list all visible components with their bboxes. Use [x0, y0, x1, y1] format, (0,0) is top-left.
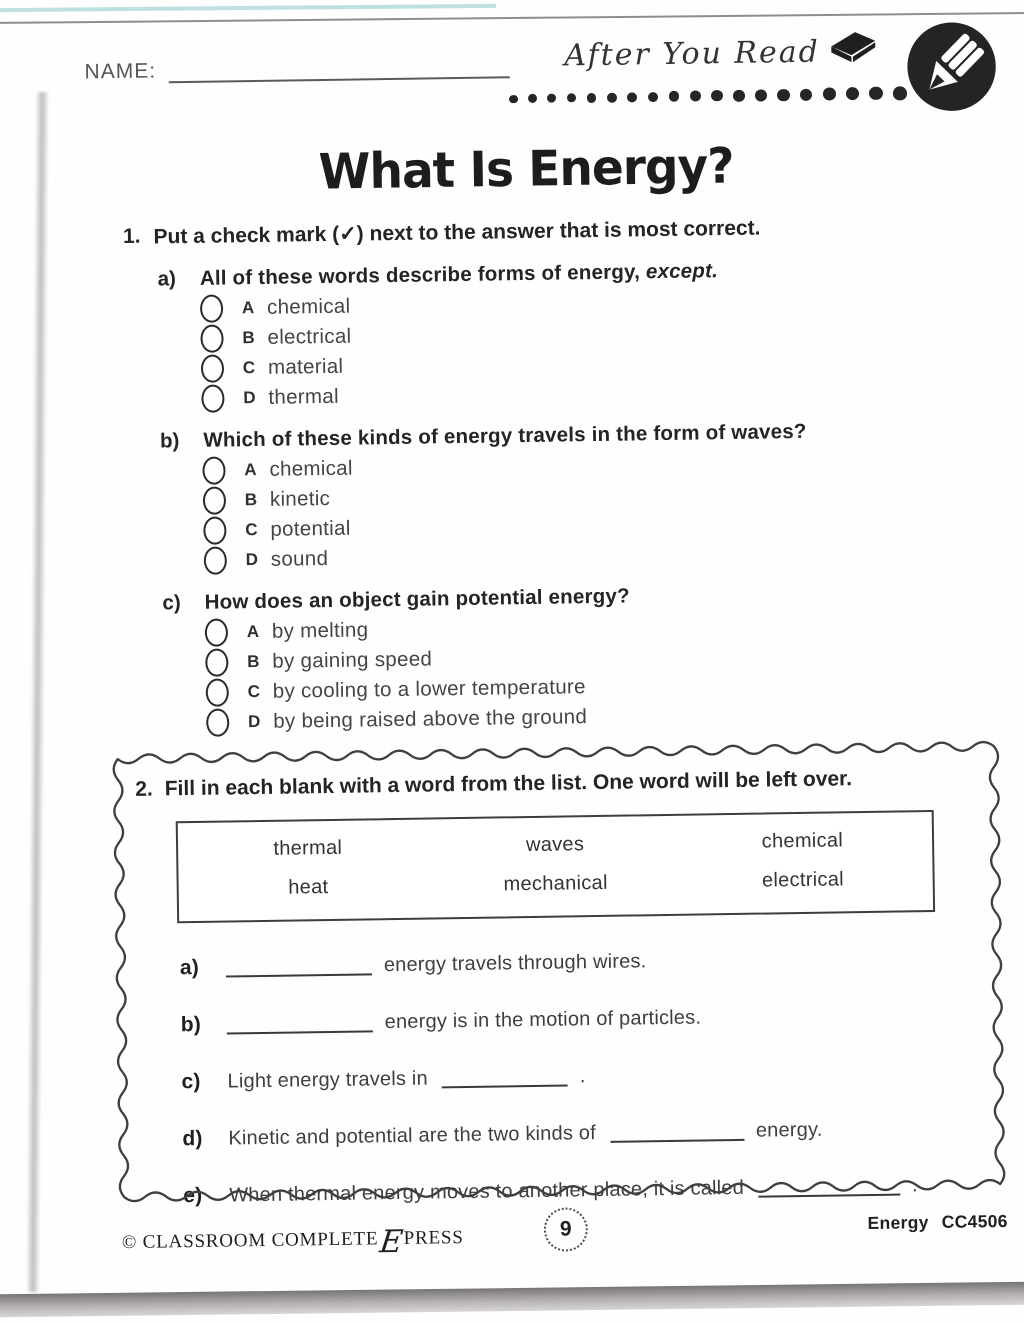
- fill-blank-row-b: [181, 1001, 1005, 1037]
- divider-dot: [823, 88, 836, 101]
- worksheet-page: [56, 23, 1010, 1277]
- document-code-subject: Energy: [867, 1212, 929, 1234]
- divider-dot: [869, 87, 882, 100]
- option-text: material: [267, 354, 344, 379]
- option-text: sound: [270, 546, 329, 571]
- option-row: [202, 447, 998, 483]
- fill-blank-row-e: [183, 1172, 1007, 1208]
- word-bank-item: waves: [525, 833, 585, 857]
- answer-circle[interactable]: [203, 486, 226, 514]
- option-row: [203, 477, 999, 513]
- page-title: What Is Energy?: [318, 137, 734, 202]
- divider-dot: [627, 92, 637, 102]
- blank-before-text: When thermal energy moves to another place, it is called: [229, 1176, 745, 1207]
- answer-circle[interactable]: [206, 678, 229, 706]
- divider-dot: [567, 93, 576, 102]
- answer-circle[interactable]: [202, 456, 225, 484]
- part-question: [205, 584, 630, 614]
- option-row: [201, 345, 997, 381]
- option-text: by cooling to a lower temperature: [272, 675, 586, 703]
- option-text: by being raised above the ground: [273, 705, 588, 733]
- option-letter: B: [247, 651, 260, 672]
- divider-dot: [547, 94, 556, 103]
- part-question-text: How does an object gain potential energy?: [204, 584, 630, 614]
- option-letter: A: [246, 621, 260, 642]
- divider-dot: [800, 88, 813, 101]
- question-1a: [123, 255, 997, 412]
- after-you-read-banner: [564, 29, 880, 79]
- blank-after-text: energy travels through wires.: [383, 950, 647, 977]
- answer-blank[interactable]: [226, 957, 372, 977]
- option-row: [201, 375, 997, 411]
- name-field-row: [84, 54, 509, 84]
- divider-dot: [690, 91, 701, 102]
- word-bank-item: thermal: [273, 836, 343, 860]
- pencil-icon: [904, 19, 999, 114]
- divider-dot: [587, 93, 597, 103]
- option-text: by gaining speed: [272, 647, 433, 673]
- answer-circle[interactable]: [201, 354, 224, 382]
- blank-after-text: energy.: [755, 1118, 823, 1142]
- page-number-badge: [543, 1207, 588, 1252]
- scan-shadow-left: [26, 92, 48, 1292]
- option-row: [205, 609, 1001, 645]
- part-question-emphasis: except.: [645, 259, 719, 284]
- option-row: [204, 537, 1000, 573]
- option-letter: D: [243, 388, 256, 408]
- part-label: c): [162, 591, 181, 615]
- option-text: kinetic: [269, 486, 331, 511]
- divider-dot: [733, 90, 745, 102]
- divider-dot: [607, 92, 617, 102]
- question-1-prompt: [123, 212, 995, 250]
- options-list: [158, 285, 998, 411]
- fill-blank-row-d: [182, 1115, 1006, 1151]
- part-question-text: Which of these kinds of energy travels in the form of waves?: [203, 419, 807, 452]
- blank-after-text: .: [911, 1174, 918, 1197]
- answer-circle[interactable]: [200, 294, 223, 322]
- divider-dot: [846, 87, 859, 100]
- scan-page-edge-bottom: [0, 1282, 1024, 1318]
- answer-circle[interactable]: [204, 546, 227, 574]
- option-letter: B: [242, 328, 255, 348]
- divider-dot: [509, 95, 518, 104]
- question-2-panel: [111, 739, 1008, 1208]
- answer-blank[interactable]: [610, 1123, 744, 1143]
- question-2-text: Fill in each blank with a word from the list. One word will be left over.: [164, 767, 853, 801]
- option-row: [206, 699, 1002, 735]
- option-letter: C: [245, 520, 258, 540]
- divider-dot: [648, 92, 659, 103]
- part-label: b): [159, 429, 180, 453]
- question-1b: [126, 417, 1000, 574]
- scan-edge-line: [0, 12, 1024, 24]
- word-bank-item: chemical: [761, 829, 844, 853]
- options-list: [160, 447, 1000, 573]
- worksheet-header: [56, 23, 994, 149]
- after-you-read-label: After You Read: [564, 34, 821, 74]
- blank-before-text: Kinetic and potential are the two kinds of: [228, 1122, 597, 1150]
- blank-label: b): [180, 1012, 202, 1037]
- name-input-line[interactable]: [168, 56, 510, 83]
- divider-dot: [711, 90, 722, 101]
- blank-label: c): [181, 1069, 201, 1094]
- option-letter: D: [245, 550, 259, 570]
- press-text: PRESS: [403, 1227, 464, 1249]
- dotted-divider: [509, 86, 907, 105]
- page-number: 9: [559, 1217, 572, 1241]
- question-2-number: 2.: [135, 777, 153, 801]
- publisher-credit: [121, 1223, 464, 1261]
- answer-circle[interactable]: [205, 618, 228, 646]
- question-1-number: 1.: [122, 224, 141, 248]
- word-bank-item: mechanical: [503, 871, 608, 896]
- option-letter: D: [247, 711, 261, 732]
- part-question: [200, 259, 718, 291]
- answer-blank[interactable]: [442, 1068, 568, 1088]
- part-question: [203, 420, 807, 453]
- answer-circle[interactable]: [205, 648, 228, 676]
- option-row: [206, 669, 1002, 705]
- blank-label: a): [179, 955, 200, 980]
- divider-dot: [528, 94, 537, 103]
- scan-edge-tint: [0, 4, 496, 12]
- blank-after-text: .: [579, 1065, 586, 1088]
- divider-dot: [777, 89, 789, 101]
- question-1c: [128, 579, 1002, 736]
- option-text: electrical: [267, 324, 352, 349]
- question-1: [59, 212, 1002, 737]
- question-1-text: Put a check mark (✓) next to the answer that is most correct.: [153, 216, 761, 249]
- option-row: [200, 315, 996, 351]
- option-row: [205, 639, 1001, 675]
- copyright-text: © CLASSROOM COMPLETE: [121, 1228, 379, 1254]
- options-list: [163, 609, 1003, 735]
- option-letter: C: [247, 681, 261, 702]
- part-label: a): [157, 267, 177, 291]
- name-label: NAME:: [84, 59, 157, 84]
- answer-circle[interactable]: [203, 516, 226, 544]
- word-bank: [176, 810, 935, 923]
- option-letter: A: [244, 460, 257, 480]
- option-text: thermal: [268, 384, 340, 409]
- blank-after-text: energy is in the motion of particles.: [384, 1006, 702, 1034]
- option-text: chemical: [269, 456, 353, 481]
- divider-dot: [669, 91, 680, 102]
- book-icon: [828, 29, 881, 75]
- word-bank-item: electrical: [761, 868, 845, 892]
- document-code-id: CC4506: [941, 1210, 1008, 1232]
- answer-circle[interactable]: [201, 384, 224, 412]
- answer-circle[interactable]: [206, 708, 229, 736]
- divider-dot: [755, 89, 767, 101]
- option-text: potential: [270, 516, 351, 541]
- question-2-prompt: [135, 765, 1001, 802]
- blank-before-text: Light energy travels in: [227, 1067, 428, 1093]
- answer-circle[interactable]: [200, 324, 223, 352]
- fill-blank-row-a: [180, 944, 1004, 980]
- option-letter: A: [241, 298, 255, 318]
- document-code: [867, 1211, 1007, 1234]
- worksheet-footer: [74, 1203, 1011, 1277]
- option-text: chemical: [266, 294, 351, 319]
- blank-label: d): [182, 1126, 203, 1151]
- answer-blank[interactable]: [227, 1014, 373, 1034]
- option-letter: B: [244, 490, 258, 510]
- publisher-logo: E: [378, 1223, 407, 1261]
- option-row: [200, 285, 996, 321]
- option-letter: C: [242, 358, 256, 378]
- fill-blank-row-c: [181, 1058, 1005, 1094]
- answer-blank[interactable]: [758, 1178, 900, 1198]
- option-row: [203, 507, 999, 543]
- option-text: by melting: [271, 618, 369, 643]
- word-bank-item: heat: [288, 875, 329, 899]
- blank-label: e): [183, 1183, 203, 1208]
- part-question-text: All of these words describe forms of energy,: [199, 260, 647, 290]
